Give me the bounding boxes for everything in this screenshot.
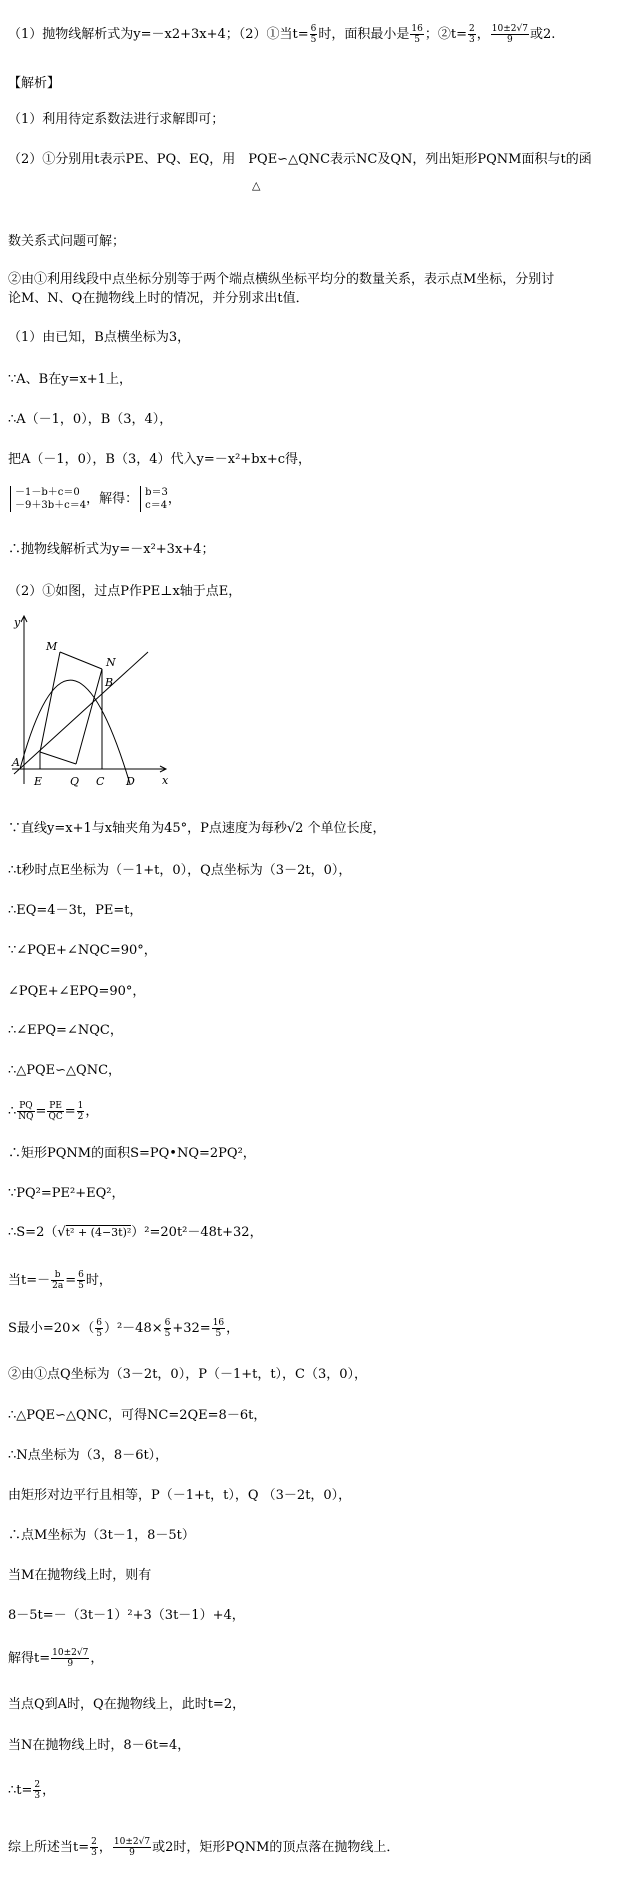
analysis-line: ②由①利用线段中点坐标分别等于两个端点横纵坐标平均分的数量关系，表示点M坐标，分别讨 — [8, 272, 555, 287]
fraction: $\frac{PQ}{NQ}$ — [18, 1101, 34, 1122]
segment-PQ — [40, 752, 76, 764]
label-A: A — [12, 756, 20, 769]
analysis-line: （1）利用待定系数法进行求解即可； — [8, 112, 225, 127]
solution-line: ∴EQ=4－3t，PE=t， — [8, 903, 143, 918]
ratio-line: ∴ $\frac{PQ}{NQ}$ = $\frac{PE}{QC}$ = $\frac{1}{2}$ ， — [8, 1101, 99, 1122]
analysis-line: 数关系式问题可解； — [8, 234, 126, 249]
triangle-symbol: △ — [252, 179, 261, 192]
label-Q: Q — [70, 775, 80, 788]
solution-line: ∴t秒时点E坐标为（－1+t，0），Q点坐标为（3－2t，0）， — [8, 863, 352, 878]
equation-system-line — [8, 486, 181, 512]
solution-line: 把A（－1，0），B（3，4）代入y=－x²+bx+c得， — [8, 452, 312, 467]
solution-line: ∴N点坐标为（3，8－6t）， — [8, 1448, 169, 1463]
fraction: $\frac{10\pm 2√7}{9}$ — [113, 1837, 151, 1858]
segment-NM — [60, 652, 102, 669]
fraction: $\frac{PE}{QC}$ — [48, 1101, 63, 1122]
fraction: $\frac{16}{5}$ — [411, 24, 423, 45]
equation-system: －1－b＋c＝0 －9＋3b＋c＝4 — [10, 486, 86, 512]
answer-text: ， — [476, 27, 490, 42]
fraction: $\frac{10\pm 2√7}{9}$ — [52, 1648, 89, 1669]
solution-text: ，解得： — [86, 491, 139, 507]
label-y: y — [14, 616, 21, 629]
label-x: x — [162, 774, 169, 787]
analysis-line: 论M、N、Q在抛物线上时的情况，并分别求出t值． — [8, 291, 309, 306]
answer-line — [8, 24, 555, 45]
solve-line: ∴t= $\frac{2}{3}$ ， — [8, 1780, 56, 1801]
solution-line: （2）①如图，过点P作PE⊥x轴于点E， — [8, 584, 242, 599]
area-formula-line: ∴S=2（√t² + (4−3t)²）²=20t²－48t+32， — [8, 1225, 263, 1240]
answer-text: 时，面积最小是 — [318, 27, 410, 42]
solution-line: ∵直线y=x+1与x轴夹角为45°，P点速度为每秒√2 个单位长度， — [8, 821, 386, 836]
solution-line: ∴矩形PQNM的面积S=PQ•NQ=2PQ²， — [8, 1146, 256, 1161]
label-E: E — [34, 775, 43, 788]
min-area-line: S最小=20×（ $\frac{6}{5}$ ）²－48× $\frac{6}{5}$ +32= $\frac{16}{5}$ ， — [8, 1318, 240, 1339]
fraction: $\frac{6}{5}$ — [164, 1318, 171, 1339]
answer-text: ；②t= — [424, 27, 467, 42]
analysis-heading: 【解析】 — [8, 76, 61, 91]
fraction: $\frac{2}{3}$ — [91, 1837, 97, 1858]
solution-line: ∵∠PQE+∠NQC=90°， — [8, 943, 157, 958]
solution-line: ∴点M坐标为（3t－1，8－5t） — [8, 1528, 195, 1543]
conclusion-line: 综上所述当t= $\frac{2}{3}$ ， $\frac{10\pm 2√7}{9}$ 或2时，矩形PQNM的顶点落在抛物线上． — [8, 1837, 400, 1858]
fraction: $\frac{b}{2a}$ — [52, 1270, 64, 1291]
analysis-line: （2）①分别用t表示PE、PQ、EQ，用 PQE∽△QNC表示NC及QN，列出矩形PQNM面积与t的函 — [8, 152, 592, 167]
solution-line: ∵PQ²=PE²+EQ²， — [8, 1186, 125, 1201]
solution-line: （1）由已知，B点横坐标为3， — [8, 330, 191, 345]
segment-MP — [40, 652, 60, 752]
label-B: B — [105, 676, 114, 689]
fraction: $\frac{6}{5}$ — [78, 1270, 84, 1291]
solution-line: 当N在抛物线上时，8－6t=4， — [8, 1738, 191, 1753]
solution-line: ∴△PQE∽△QNC， — [8, 1063, 122, 1078]
solution-line: ∵A、B在y=x+1上， — [8, 372, 132, 387]
solution-line: 当点Q到A时，Q在抛物线上，此时t=2， — [8, 1697, 246, 1712]
fraction: $\frac{2}{3}$ — [34, 1780, 41, 1801]
parabola — [20, 680, 130, 784]
fraction: $\frac{6}{5}$ — [310, 24, 317, 45]
vertex-line: 当t=－ $\frac{b}{2a}$ = $\frac{6}{5}$ 时， — [8, 1270, 112, 1291]
label-N: N — [106, 656, 116, 669]
solution-line: 当M在抛物线上时，则有 — [8, 1568, 152, 1583]
line-AB — [14, 652, 148, 774]
equation-system: b＝3 c＝4 — [140, 486, 168, 512]
solution-line: 由矩形对边平行且相等，P（－1+t，t），Q （3－2t，0）， — [8, 1488, 352, 1503]
solution-line: ∴抛物线解析式为y=－x²+3x+4； — [8, 542, 215, 557]
solution-line: ②由①点Q坐标为（3－2t，0），P（－1+t，t），C（3，0）， — [8, 1367, 368, 1382]
solution-line: 8－5t=－（3t－1）²+3（3t－1）+4， — [8, 1608, 245, 1623]
solution-line: ∴△PQE∽△QNC，可得NC=2QE=8－6t， — [8, 1408, 267, 1423]
answer-text: 或2. — [529, 27, 556, 42]
fraction: $\frac{6}{5}$ — [96, 1318, 102, 1339]
answer-text: （1）抛物线解析式为y=－x2+3x+4；（2）①当t= — [8, 27, 309, 42]
solution-line: ∴A（－1，0），B（3，4）， — [8, 412, 173, 427]
solution-line: ∴∠EPQ=∠NQC， — [8, 1023, 123, 1038]
fraction: $\frac{16}{5}$ — [212, 1318, 225, 1339]
label-D: D — [126, 775, 135, 788]
label-M: M — [46, 640, 58, 653]
solution-text: ， — [167, 491, 181, 507]
geometry-figure — [10, 612, 175, 792]
solution-line: ∠PQE+∠EPQ=90°， — [8, 984, 146, 999]
fraction: $\frac{10\pm 2√7}{9}$ — [491, 24, 528, 45]
fraction: $\frac{1}{2}$ — [77, 1101, 84, 1122]
fraction: $\frac{2}{3}$ — [469, 24, 475, 45]
label-C: C — [96, 775, 105, 788]
radicand: t² + (4−3t)² — [65, 1226, 132, 1239]
solve-line: 解得t= $\frac{10\pm 2√7}{9}$ ， — [8, 1648, 104, 1669]
